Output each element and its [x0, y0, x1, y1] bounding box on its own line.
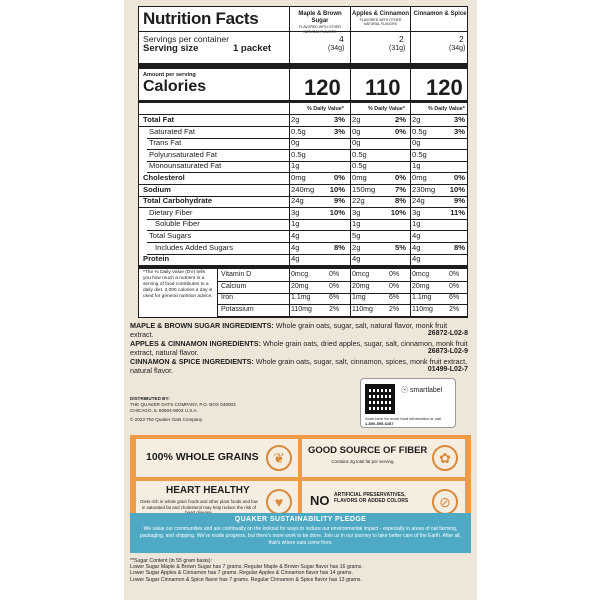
nutrient-amount: 0.5g: [412, 126, 427, 136]
nutrient-amount: 2g: [412, 115, 421, 124]
vitamin-amount: 110mg: [412, 305, 433, 313]
claim-no-artificial: NO ARTIFICIAL PRESERVATIVES, FLAVORS OR ADDED COLORS ⊘: [302, 481, 465, 523]
thick-divider: [139, 63, 467, 69]
vitamin-label: Vitamin D: [221, 271, 252, 278]
heart-icon: ♥: [266, 489, 292, 515]
claim-whole-grains: 100% WHOLE GRAINS ❦: [136, 439, 298, 477]
nutrient-amount: 150mg: [352, 184, 376, 194]
vitamin-percent: 6%: [389, 294, 400, 301]
nutrient-percent: 7%: [395, 184, 406, 194]
vitamin-amount: 1mg: [352, 294, 366, 301]
nutrient-percent: 8%: [454, 242, 465, 252]
vitamin-percent: 0%: [329, 282, 340, 290]
nutrient-amount: 4g: [291, 254, 300, 264]
lot-code: 26872-L02-8: [427, 330, 468, 337]
pledge-title: QUAKER SUSTAINABILITY PLEDGE: [234, 516, 367, 523]
nutrient-amount: 1g: [291, 161, 300, 171]
column-header-3: Cinnamon & Spice: [413, 11, 467, 17]
nutrient-amount: 4g: [412, 254, 421, 264]
vitamin-label: Potassium: [221, 305, 254, 313]
vitamin-row: [219, 282, 469, 292]
nutrient-percent: 0%: [334, 173, 345, 182]
nutrient-amount: 4g: [412, 231, 421, 240]
vitamin-percent: 6%: [449, 294, 460, 301]
lot-code: 26873-L02-9: [427, 348, 468, 355]
vitamin-label: Calcium: [221, 282, 247, 290]
vitamin-percent: 0%: [449, 271, 460, 278]
nutrient-label: Total Sugars: [149, 231, 192, 240]
vitamin-label: Iron: [221, 294, 234, 301]
nutrient-amount: 230mg: [412, 184, 436, 194]
nutrient-label: Dietary Fiber: [149, 207, 193, 217]
nutrient-row: [139, 150, 467, 160]
nutrient-row: [139, 115, 467, 125]
package-panel: [124, 0, 477, 600]
vitamin-percent: 2%: [389, 305, 400, 313]
nutrient-amount: 2g: [291, 115, 300, 124]
vitamin-amount: 0mcg: [352, 271, 370, 278]
nutrient-amount: 4g: [291, 242, 300, 252]
nutrient-amount: 0.5g: [352, 161, 367, 171]
vitamin-amount: 110mg: [352, 305, 373, 313]
nutrient-percent: 3%: [334, 115, 345, 124]
column-header-1: Maple & Brown Sugar FLAVORED WITH OTHER: [298, 11, 342, 30]
nutrient-percent: 10%: [329, 207, 345, 217]
nutrition-facts-table: [138, 6, 468, 318]
pledge-text: We value our communities and are continually on the lookout for ways to reduce our environmental impact - especially in areas of oat farming, packaging, and shipping. We've made progress, but there's more work to be done. Join us in our journey to take better care of the Earth. After all, that's where oats come from.: [140, 526, 461, 546]
nutrient-amount: 4g: [291, 231, 300, 240]
nutrient-row: [139, 161, 467, 171]
nutrient-amount: 0.5g: [291, 149, 306, 159]
smartlabel-text: Scan here for more food information or call 1-800-555-6287: [365, 416, 441, 426]
nutrient-row: [139, 196, 467, 206]
nutrient-percent: 11%: [450, 207, 465, 217]
daily-value-note: *The % Daily Value (DV) tells you how much a nutrient in a serving of food contributes to a daily diet. 2,000 calories a day is used for general nutrition advice.: [143, 270, 213, 299]
qr-code-icon[interactable]: [365, 384, 395, 414]
vitamin-amount: 20mg: [291, 282, 309, 290]
calories-row: Calories: [143, 78, 207, 95]
ingredients-apples: APPLES & CINNAMON INGREDIENTS: Whole grain oats, dried apples, sugar, salt, cinnamon, monk fruit extract, natural flavor. 26873-L02-9: [130, 339, 468, 357]
nutrient-percent: 5%: [395, 242, 406, 252]
nutrient-amount: 0g: [352, 126, 361, 136]
divider: [139, 31, 467, 32]
vitamin-row: [219, 270, 469, 280]
nutrient-row: [139, 185, 467, 195]
nutrient-label: Total Carbohydrate: [143, 196, 213, 206]
calories-value-2: 110: [365, 75, 401, 100]
nutrient-amount: 1g: [291, 219, 300, 229]
nutrient-label: Total Fat: [143, 115, 175, 124]
vitamin-percent: 2%: [449, 305, 460, 313]
nutrient-percent: 3%: [334, 126, 345, 136]
vitamin-percent: 0%: [329, 271, 340, 278]
dv-header-row: % Daily Value* % Daily Value* % Daily Value*: [307, 106, 465, 112]
vitamin-amount: 110mg: [291, 305, 312, 313]
nutrient-percent: 10%: [329, 184, 345, 194]
nutrient-amount: 1g: [352, 219, 361, 229]
claim-fiber: GOOD SOURCE OF FIBER Contains 2g total fat per serving. ✿: [302, 439, 465, 477]
medium-divider: [139, 266, 467, 269]
nutrient-row: [139, 208, 467, 218]
nutrient-percent: 0%: [395, 126, 406, 136]
nutrient-percent: 8%: [334, 242, 345, 252]
vitamin-percent: 6%: [329, 294, 340, 301]
nutrient-row: [139, 243, 467, 253]
nutrient-row: [139, 231, 467, 241]
calories-value-1: 120: [304, 75, 341, 100]
nutrient-row: [139, 219, 467, 229]
nutrient-amount: 24g: [412, 196, 425, 206]
claim-heart-healthy: HEART HEALTHY Diets rich in whole grain foods and other plant foods and low in saturated fat and cholesterol may help reduce the risk of ♥: [136, 481, 298, 523]
nutrient-percent: 3%: [454, 126, 465, 136]
nutrient-percent: 0%: [395, 173, 406, 182]
smartlabel-logo: ⓢ smartlabel: [401, 387, 443, 394]
vitamin-percent: 2%: [329, 305, 340, 313]
nutrient-amount: 1g: [412, 161, 421, 171]
vitamin-amount: 0mcg: [291, 271, 309, 278]
nutrient-amount: 0.5g: [291, 126, 306, 136]
nutrient-amount: 24g: [291, 196, 304, 206]
nutrient-amount: 22g: [352, 196, 365, 206]
vitamin-amount: 0mcg: [412, 271, 430, 278]
medium-divider: [139, 100, 467, 103]
smartlabel-box[interactable]: [360, 378, 456, 428]
lot-code: 01499-L02-7: [427, 366, 468, 373]
serving-size-row: Serving size 1 packet (34g) (31g) (34g): [143, 43, 466, 54]
nutrient-amount: 0g: [412, 138, 421, 148]
nutrient-amount: 0.5g: [352, 149, 367, 159]
nutrient-percent: 10%: [449, 184, 465, 194]
grain-icon: ✿: [432, 445, 458, 471]
nutrient-percent: 0%: [454, 173, 465, 182]
nutrient-amount: 4g: [412, 242, 421, 252]
nutrient-amount: 0g: [291, 138, 300, 148]
nutrient-label: Saturated Fat: [149, 126, 196, 136]
vitamin-percent: 0%: [389, 271, 400, 278]
nutrient-row: [139, 254, 467, 264]
nutrient-percent: 9%: [334, 196, 345, 206]
distributor-info: DISTRIBUTED BY: THE QUAKER OATS COMPANY, P.O. BOX 049003 CHICAGO, IL 60604-9003 U.S.A. © 2023 The Quaker Oats Company: [130, 396, 236, 422]
nutrient-percent: 9%: [454, 196, 465, 206]
calories-value-3: 120: [426, 75, 463, 100]
nutrient-amount: 0g: [352, 138, 361, 148]
nutrition-title: Nutrition Facts: [143, 9, 259, 28]
servings-row: Servings per container 4 2 2: [143, 34, 464, 44]
vitamin-percent: 0%: [449, 282, 460, 290]
vitamin-percent: 0%: [389, 282, 400, 290]
nutrient-amount: 0mg: [412, 173, 427, 182]
nutrient-amount: 2g: [352, 115, 361, 124]
row-divider: [217, 316, 467, 317]
nutrient-label: Trans Fat: [149, 138, 182, 148]
nutrient-amount: 2g: [352, 242, 361, 252]
prohibited-icon: ⊘: [432, 489, 458, 515]
sugar-footnote: **Sugar Content (in 55 gram basis): Lower Sugar Maple & Brown Sugar has 7 grams. Regular Maple & Brown Sugar flavor has 16 grams. Lower Sugar Apples & Cinnamon has 7 grams. Regular Apples & Cinnamon flavor has 14 grams. Lower Sugar Cinnamon & Spice flavor has 7 grams. Regular Cinnamon & Spice flavor has 13 grams.: [130, 558, 363, 583]
sustainability-pledge: [130, 513, 471, 553]
vitamin-amount: 1.1mg: [291, 294, 311, 301]
vitamin-amount: 20mg: [352, 282, 370, 290]
nutrient-amount: 3g: [352, 207, 361, 217]
ingredients-maple: MAPLE & BROWN SUGAR INGREDIENTS: Whole grain oats, sugar, salt, natural flavor, monk fruit extract. 26872-L02-8: [130, 321, 468, 339]
amount-row: Amount per serving: [143, 72, 196, 78]
nutrient-amount: 3g: [412, 207, 421, 217]
nutrient-label: Includes Added Sugars: [155, 242, 234, 252]
column-header-2: Apples & Cinnamon FLAVORED WITH OTHER NATURAL FLAVORS: [352, 11, 410, 27]
nutrient-amount: 1g: [412, 219, 421, 229]
nutrient-percent: 8%: [395, 196, 406, 206]
vitamin-row: [219, 293, 469, 303]
nutrient-amount: 0mg: [291, 173, 306, 182]
nutrient-label: Polyunsaturated Fat: [149, 149, 217, 159]
ingredients-cinnamon: CINNAMON & SPICE INGREDIENTS: Whole grain oats, sugar, salt, cinnamon, spices, monk fruit extract, natural flavor. 01499-L02-7: [130, 357, 468, 375]
vitamin-amount: 1.1mg: [412, 294, 432, 301]
vitamin-row: [219, 305, 469, 315]
nutrient-amount: 240mg: [291, 184, 315, 194]
nutrient-row: [139, 173, 467, 183]
nutrient-label: Sodium: [143, 184, 171, 194]
nutrient-label: Monounsaturated Fat: [149, 161, 222, 171]
nutrient-label: Soluble Fiber: [155, 219, 200, 229]
nutrient-amount: 5g: [352, 231, 361, 240]
nutrient-row: [139, 138, 467, 148]
nutrient-percent: 10%: [390, 207, 406, 217]
nutrient-amount: 0.5g: [412, 149, 427, 159]
wheat-icon: ❦: [266, 445, 292, 471]
nutrient-label: Protein: [143, 254, 170, 264]
nutrient-amount: 4g: [352, 254, 361, 264]
nutrient-row: [139, 127, 467, 137]
vitamin-amount: 20mg: [412, 282, 430, 290]
nutrient-percent: 3%: [454, 115, 465, 124]
nutrient-amount: 0mg: [352, 173, 367, 182]
nutrient-amount: 3g: [291, 207, 300, 217]
nutrient-percent: 2%: [395, 115, 406, 124]
nutrient-label: Cholesterol: [143, 173, 185, 182]
